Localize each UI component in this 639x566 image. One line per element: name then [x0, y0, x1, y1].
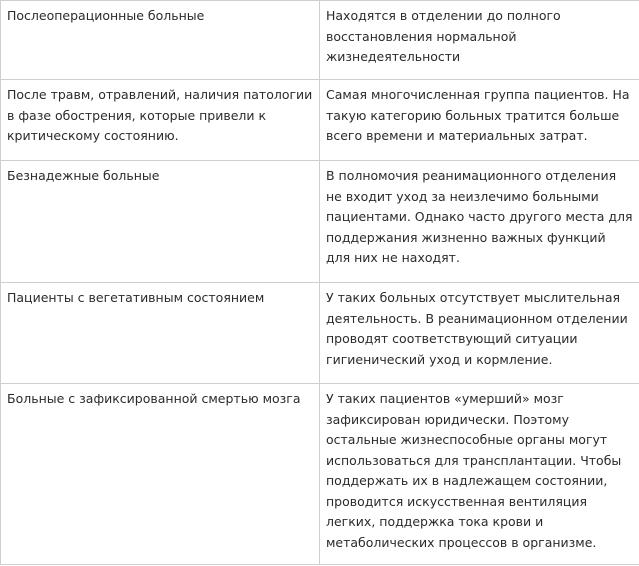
category-cell: Больные с зафиксированной смертью мозга	[1, 384, 320, 565]
table-row	[1, 384, 639, 565]
description-cell: Самая многочисленная группа пациентов. На такую категорию больных тратится больше всего времени и материальных затрат.	[320, 80, 639, 161]
description-cell: У таких пациентов «умерший» мозг зафиксирован юридически. Поэтому остальные жизнеспособные органы могут использоваться для трансплантации. Чтобы поддержать их в надлежащем состоянии, проводится искусственная вентиляция легких, поддержка тока крови и метаболических процессов в организме.	[320, 384, 639, 565]
description-cell: У таких больных отсутствует мыслительная деятельность. В реанимационном отделении проводят соответствующий ситуации гигиенический уход и кормление.	[320, 283, 639, 384]
table-row	[1, 80, 639, 161]
category-cell: Безнадежные больные	[1, 161, 320, 283]
description-cell: Находятся в отделении до полного восстановления нормальной жизнедеятельности	[320, 1, 639, 80]
table-row	[1, 283, 639, 384]
category-cell: После травм, отравлений, наличия патологии в фазе обострения, которые привели к критическому состоянию.	[1, 80, 320, 161]
table-row	[1, 1, 639, 80]
table-row	[1, 161, 639, 283]
category-cell: Пациенты с вегетативным состоянием	[1, 283, 320, 384]
description-cell: В полномочия реанимационного отделения не входит уход за неизлечимо больными пациентами. Однако часто другого места для поддержания жизненно важных функций для них не находят.	[320, 161, 639, 283]
category-cell: Послеоперационные больные	[1, 1, 320, 80]
